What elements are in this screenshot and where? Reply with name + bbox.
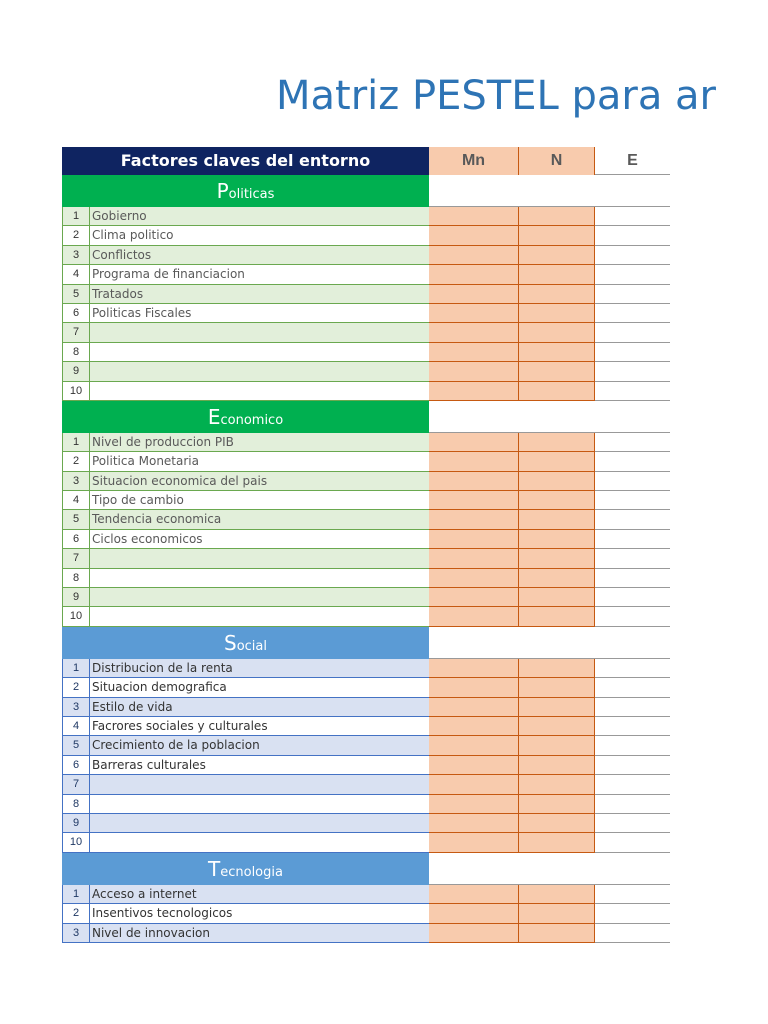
- e-rating-cell[interactable]: [595, 736, 670, 755]
- factor-name-cell[interactable]: Ciclos economicos: [90, 530, 429, 549]
- factor-name-cell[interactable]: [90, 775, 429, 794]
- mn-rating-cell[interactable]: [429, 833, 519, 852]
- factor-row: [62, 736, 670, 755]
- e-rating-cell[interactable]: [595, 833, 670, 852]
- factor-row: [62, 343, 670, 362]
- section-header-tecnologia: [62, 853, 670, 885]
- row-number: 10: [62, 833, 90, 852]
- e-rating-cell[interactable]: [595, 814, 670, 833]
- row-number: 10: [62, 607, 90, 626]
- n-rating-cell[interactable]: [519, 265, 595, 284]
- mn-rating-cell[interactable]: [429, 814, 519, 833]
- factor-row: [62, 452, 670, 471]
- e-rating-cell[interactable]: [595, 588, 670, 607]
- factor-row: [62, 924, 670, 943]
- mn-rating-cell[interactable]: [429, 904, 519, 923]
- e-column-header: E: [595, 147, 670, 175]
- row-number: 3: [62, 924, 90, 943]
- row-number: 2: [62, 226, 90, 245]
- mn-rating-cell[interactable]: [429, 775, 519, 794]
- row-number: 1: [62, 659, 90, 678]
- factor-name-cell[interactable]: Tratados: [90, 285, 429, 304]
- factor-row: [62, 588, 670, 607]
- mn-rating-cell[interactable]: [429, 530, 519, 549]
- row-number: 4: [62, 717, 90, 736]
- row-number: 5: [62, 736, 90, 755]
- factor-row: [62, 775, 670, 794]
- n-rating-cell[interactable]: [519, 717, 595, 736]
- e-rating-cell[interactable]: [595, 491, 670, 510]
- factor-row: [62, 607, 670, 626]
- mn-rating-cell[interactable]: [429, 362, 519, 381]
- n-rating-cell[interactable]: [519, 569, 595, 588]
- section-rows-politicas: [62, 207, 670, 401]
- factor-name-cell[interactable]: Acceso a internet: [90, 885, 429, 904]
- mn-rating-cell[interactable]: [429, 343, 519, 362]
- mn-rating-cell[interactable]: [429, 382, 519, 401]
- n-rating-cell[interactable]: [519, 433, 595, 452]
- factor-name-cell[interactable]: [90, 588, 429, 607]
- mn-rating-cell[interactable]: [429, 795, 519, 814]
- factor-row: [62, 207, 670, 226]
- row-number: 7: [62, 549, 90, 568]
- factor-row: [62, 285, 670, 304]
- e-rating-cell[interactable]: [595, 472, 670, 491]
- mn-rating-cell[interactable]: [429, 607, 519, 626]
- n-rating-cell[interactable]: [519, 472, 595, 491]
- section-initial: T: [208, 856, 221, 881]
- mn-rating-cell[interactable]: [429, 285, 519, 304]
- factor-name-cell[interactable]: Facrores sociales y culturales: [90, 717, 429, 736]
- mn-rating-cell[interactable]: [429, 472, 519, 491]
- mn-rating-cell[interactable]: [429, 226, 519, 245]
- e-rating-cell[interactable]: [595, 549, 670, 568]
- n-rating-cell[interactable]: [519, 885, 595, 904]
- e-rating-cell[interactable]: [595, 285, 670, 304]
- n-rating-cell[interactable]: [519, 304, 595, 323]
- factor-name-cell[interactable]: Situacion economica del pais: [90, 472, 429, 491]
- mn-rating-cell[interactable]: [429, 569, 519, 588]
- e-rating-cell[interactable]: [595, 207, 670, 226]
- factor-name-cell[interactable]: Tipo de cambio: [90, 491, 429, 510]
- factor-row: [62, 678, 670, 697]
- mn-rating-cell[interactable]: [429, 678, 519, 697]
- factor-name-cell[interactable]: [90, 833, 429, 852]
- n-rating-cell[interactable]: [519, 659, 595, 678]
- e-rating-cell[interactable]: [595, 885, 670, 904]
- n-rating-cell[interactable]: [519, 698, 595, 717]
- factor-name-cell[interactable]: Conflictos: [90, 246, 429, 265]
- mn-rating-cell[interactable]: [429, 756, 519, 775]
- section-initial: P: [216, 179, 229, 203]
- row-number: 4: [62, 265, 90, 284]
- n-rating-cell[interactable]: [519, 343, 595, 362]
- mn-rating-cell[interactable]: [429, 265, 519, 284]
- factor-name-cell[interactable]: Insentivos tecnologicos: [90, 904, 429, 923]
- section-label: oliticas: [228, 187, 275, 202]
- factor-row: [62, 717, 670, 736]
- e-rating-cell[interactable]: [595, 530, 670, 549]
- n-rating-cell[interactable]: [519, 362, 595, 381]
- factor-name-cell[interactable]: Distribucion de la renta: [90, 659, 429, 678]
- e-rating-cell[interactable]: [595, 226, 670, 245]
- n-rating-cell[interactable]: [519, 452, 595, 471]
- row-number: 8: [62, 795, 90, 814]
- factor-name-cell[interactable]: Estilo de vida: [90, 698, 429, 717]
- section-label: ocial: [236, 638, 267, 654]
- mn-rating-cell[interactable]: [429, 885, 519, 904]
- factor-name-cell[interactable]: [90, 607, 429, 626]
- n-rating-cell[interactable]: [519, 904, 595, 923]
- factor-row: [62, 833, 670, 852]
- section-rows-social: [62, 659, 670, 853]
- row-number: 3: [62, 472, 90, 491]
- factor-name-cell[interactable]: Nivel de innovacion: [90, 924, 429, 943]
- n-rating-cell[interactable]: [519, 775, 595, 794]
- e-rating-cell[interactable]: [595, 607, 670, 626]
- section-header-social: [62, 627, 670, 659]
- e-rating-cell[interactable]: [595, 323, 670, 342]
- n-rating-cell[interactable]: [519, 814, 595, 833]
- factor-row: [62, 226, 670, 245]
- factor-row: [62, 795, 670, 814]
- row-number: 9: [62, 362, 90, 381]
- row-number: 4: [62, 491, 90, 510]
- factor-row: [62, 659, 670, 678]
- e-rating-cell[interactable]: [595, 452, 670, 471]
- factor-name-cell[interactable]: Politica Monetaria: [90, 452, 429, 471]
- factor-name-cell[interactable]: [90, 382, 429, 401]
- n-rating-cell[interactable]: [519, 756, 595, 775]
- n-rating-cell[interactable]: [519, 382, 595, 401]
- row-number: 3: [62, 698, 90, 717]
- e-rating-cell[interactable]: [595, 304, 670, 323]
- row-number: 6: [62, 304, 90, 323]
- n-rating-cell[interactable]: [519, 833, 595, 852]
- n-rating-cell[interactable]: [519, 510, 595, 529]
- factor-row: [62, 472, 670, 491]
- mn-rating-cell[interactable]: [429, 433, 519, 452]
- n-rating-cell[interactable]: [519, 924, 595, 943]
- section-rows-tecnologia: [62, 885, 670, 943]
- n-rating-cell[interactable]: [519, 226, 595, 245]
- n-rating-cell[interactable]: [519, 588, 595, 607]
- factor-name-cell[interactable]: Barreras culturales: [90, 756, 429, 775]
- row-number: 8: [62, 569, 90, 588]
- n-rating-cell[interactable]: [519, 285, 595, 304]
- e-rating-cell[interactable]: [595, 343, 670, 362]
- row-number: 7: [62, 775, 90, 794]
- mn-rating-cell[interactable]: [429, 207, 519, 226]
- factor-name-cell[interactable]: Crecimiento de la poblacion: [90, 736, 429, 755]
- factor-row: [62, 362, 670, 381]
- row-number: 1: [62, 885, 90, 904]
- e-rating-cell[interactable]: [595, 775, 670, 794]
- document-title: Matriz PESTEL para ar: [276, 73, 716, 119]
- row-number: 8: [62, 343, 90, 362]
- mn-rating-cell[interactable]: [429, 549, 519, 568]
- factor-name-cell[interactable]: Tendencia economica: [90, 510, 429, 529]
- e-rating-cell[interactable]: [595, 717, 670, 736]
- row-number: 2: [62, 452, 90, 471]
- n-rating-cell[interactable]: [519, 491, 595, 510]
- factor-name-cell[interactable]: [90, 814, 429, 833]
- n-rating-cell[interactable]: [519, 549, 595, 568]
- factor-row: [62, 433, 670, 452]
- e-rating-cell[interactable]: [595, 659, 670, 678]
- section-initial: S: [224, 630, 237, 655]
- mn-rating-cell[interactable]: [429, 510, 519, 529]
- section-label: conomico: [220, 412, 284, 428]
- e-rating-cell[interactable]: [595, 698, 670, 717]
- section-header-economico: [62, 401, 670, 433]
- factor-row: [62, 382, 670, 401]
- factor-name-cell[interactable]: Programa de financiacion: [90, 265, 429, 284]
- e-rating-cell[interactable]: [595, 795, 670, 814]
- section-initial: E: [207, 404, 221, 429]
- section-rows-economico: [62, 433, 670, 627]
- n-rating-cell[interactable]: [519, 207, 595, 226]
- factor-name-cell[interactable]: Politicas Fiscales: [90, 304, 429, 323]
- pestel-matrix: [62, 147, 670, 943]
- n-rating-cell[interactable]: [519, 323, 595, 342]
- n-rating-cell[interactable]: [519, 530, 595, 549]
- mn-rating-cell[interactable]: [429, 659, 519, 678]
- factor-name-cell[interactable]: [90, 343, 429, 362]
- factor-name-cell[interactable]: [90, 795, 429, 814]
- mn-rating-cell[interactable]: [429, 323, 519, 342]
- row-number: 10: [62, 382, 90, 401]
- factor-name-cell[interactable]: Situacion demografica: [90, 678, 429, 697]
- row-number: 9: [62, 814, 90, 833]
- row-number: 5: [62, 285, 90, 304]
- factor-name-cell[interactable]: [90, 323, 429, 342]
- mn-rating-cell[interactable]: [429, 717, 519, 736]
- e-rating-cell[interactable]: [595, 756, 670, 775]
- factor-row: [62, 304, 670, 323]
- row-number: 2: [62, 904, 90, 923]
- row-number: 6: [62, 530, 90, 549]
- factor-name-cell[interactable]: Nivel de produccion PIB: [90, 433, 429, 452]
- factor-row: [62, 246, 670, 265]
- row-number: 1: [62, 433, 90, 452]
- row-number: 9: [62, 588, 90, 607]
- factor-name-cell[interactable]: [90, 362, 429, 381]
- factor-name-cell[interactable]: Gobierno: [90, 207, 429, 226]
- n-column-header: N: [519, 147, 595, 175]
- factor-name-cell[interactable]: [90, 569, 429, 588]
- e-rating-cell[interactable]: [595, 362, 670, 381]
- e-rating-cell[interactable]: [595, 924, 670, 943]
- e-rating-cell[interactable]: [595, 433, 670, 452]
- mn-rating-cell[interactable]: [429, 698, 519, 717]
- e-rating-cell[interactable]: [595, 265, 670, 284]
- e-rating-cell[interactable]: [595, 246, 670, 265]
- mn-rating-cell[interactable]: [429, 304, 519, 323]
- factor-row: [62, 510, 670, 529]
- row-number: 5: [62, 510, 90, 529]
- row-number: 1: [62, 207, 90, 226]
- n-rating-cell[interactable]: [519, 246, 595, 265]
- e-rating-cell[interactable]: [595, 382, 670, 401]
- n-rating-cell[interactable]: [519, 736, 595, 755]
- factor-row: [62, 904, 670, 923]
- n-rating-cell[interactable]: [519, 795, 595, 814]
- factor-row: [62, 885, 670, 904]
- factor-name-cell[interactable]: Clima politico: [90, 226, 429, 245]
- factor-row: [62, 530, 670, 549]
- factor-name-cell[interactable]: [90, 549, 429, 568]
- mn-rating-cell[interactable]: [429, 246, 519, 265]
- row-number: 2: [62, 678, 90, 697]
- factor-row: [62, 549, 670, 568]
- row-number: 3: [62, 246, 90, 265]
- mn-column-header: Mn: [429, 147, 519, 175]
- e-rating-cell[interactable]: [595, 904, 670, 923]
- factor-row: [62, 265, 670, 284]
- row-number: 7: [62, 323, 90, 342]
- header-row: [62, 147, 670, 175]
- mn-rating-cell[interactable]: [429, 491, 519, 510]
- factor-row: [62, 569, 670, 588]
- factor-row: [62, 323, 670, 342]
- mn-rating-cell[interactable]: [429, 924, 519, 943]
- mn-rating-cell[interactable]: [429, 736, 519, 755]
- mn-rating-cell[interactable]: [429, 452, 519, 471]
- factor-row: [62, 698, 670, 717]
- n-rating-cell[interactable]: [519, 678, 595, 697]
- factor-row: [62, 814, 670, 833]
- factors-header: Factores claves del entorno: [62, 147, 429, 175]
- n-rating-cell[interactable]: [519, 607, 595, 626]
- section-label: ecnologia: [220, 864, 283, 880]
- factor-row: [62, 756, 670, 775]
- row-number: 6: [62, 756, 90, 775]
- e-rating-cell[interactable]: [595, 678, 670, 697]
- mn-rating-cell[interactable]: [429, 588, 519, 607]
- e-rating-cell[interactable]: [595, 569, 670, 588]
- section-header-politicas: [62, 175, 670, 207]
- e-rating-cell[interactable]: [595, 510, 670, 529]
- factor-row: [62, 491, 670, 510]
